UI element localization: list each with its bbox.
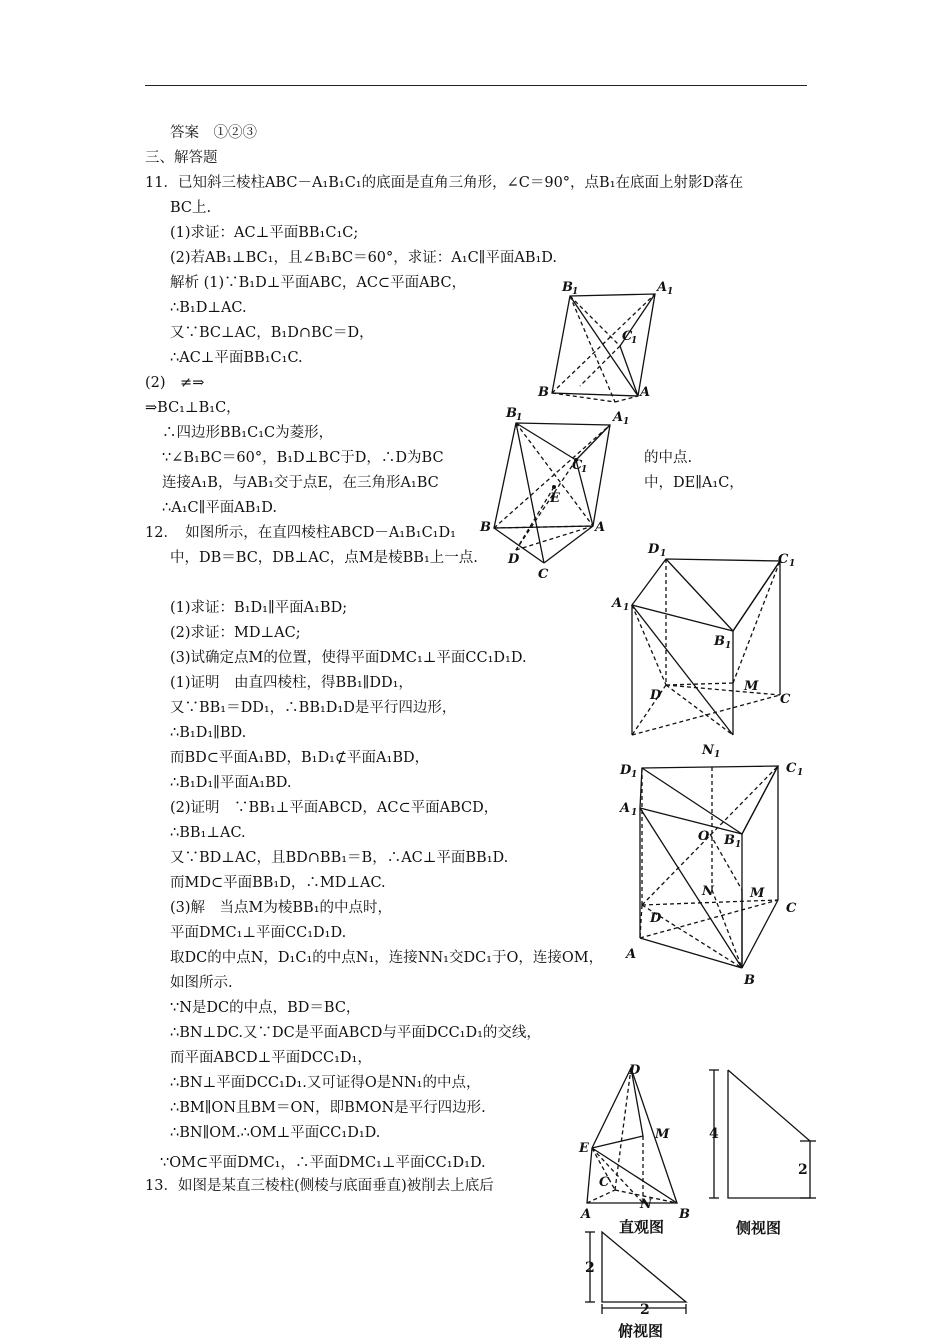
text-line: 又∵BB₁＝DD₁，∴BB₁D₁D是平行四边形， — [170, 700, 457, 716]
label: C — [622, 329, 633, 344]
label: E — [579, 1141, 589, 1156]
text-line: BC上. — [170, 200, 212, 216]
text-line: 而BD⊂平面A₁BD，B₁D₁⊄平面A₁BD， — [170, 750, 430, 766]
problem-12-statement: 12． 如图所示，在直四棱柱ABCD－A₁B₁C₁D₁ — [145, 525, 456, 541]
label: 1 — [623, 417, 630, 427]
text-line: (2)若AB₁⊥BC₁，且∠B₁BC＝60°，求证：A₁C∥平面AB₁D. — [170, 250, 558, 266]
figure-caption: 直观图 — [619, 1218, 665, 1236]
text-line: 的中点. — [644, 450, 693, 466]
label: C — [780, 692, 791, 707]
label: A — [640, 385, 651, 400]
label: E — [550, 491, 560, 506]
text-line: ∴A₁C∥平面AB₁D. — [162, 500, 277, 516]
label: C — [538, 567, 549, 582]
label: A — [612, 596, 623, 611]
label: N — [702, 743, 714, 758]
text-line: 取DC的中点N，D₁C₁的中点N₁，连接NN₁交DC₁于O，连接OM， — [170, 950, 604, 966]
label: D — [650, 911, 662, 926]
label: D — [629, 1063, 641, 1078]
label: A — [657, 280, 668, 295]
label: 1 — [631, 336, 638, 346]
text-line: ∴BN∥OM.∴OM⊥平面CC₁D₁D. — [170, 1125, 381, 1141]
answer-line: 答案 ①②③ — [170, 125, 257, 141]
label: 1 — [631, 808, 638, 818]
label: B — [480, 520, 491, 535]
label: B — [714, 634, 725, 649]
label: N — [702, 884, 714, 899]
figure-perspective-view — [575, 1060, 700, 1240]
text-line: ∴B₁D₁∥平面A₁BD. — [170, 775, 292, 791]
text-line: 如图所示. — [170, 975, 233, 991]
figure-oblique-prism — [530, 278, 680, 408]
text-line: (3)解 当点M为棱BB₁的中点时， — [170, 900, 393, 916]
label: O — [698, 829, 710, 844]
text-line: (3)试确定点M的位置，使得平面DMC₁⊥平面CC₁D₁D. — [170, 650, 527, 666]
text-line: ∴BB₁⊥AC. — [170, 825, 246, 841]
figure-right-prism — [610, 535, 800, 745]
label: D — [620, 763, 632, 778]
label: M — [750, 886, 765, 901]
text-line: ∵N是DC的中点，BD＝BC， — [170, 1000, 361, 1016]
label: 1 — [797, 768, 804, 778]
text-line: 而平面ABCD⊥平面DCC₁D₁， — [170, 1050, 372, 1066]
label: 1 — [631, 770, 638, 780]
label: 1 — [789, 559, 796, 569]
text-line: ⇒BC₁⊥B₁C， — [145, 400, 241, 416]
text-line: (1)求证：B₁D₁∥平面A₁BD; — [170, 600, 348, 616]
text-line: ∵OM⊂平面DMC₁，∴平面DMC₁⊥平面CC₁D₁D. — [160, 1155, 486, 1171]
dimension-label: 4 — [709, 1126, 719, 1142]
label: 1 — [735, 840, 742, 850]
label: B — [724, 833, 735, 848]
label: M — [744, 679, 759, 694]
label: A — [595, 520, 606, 535]
label: B — [506, 406, 517, 421]
label: D — [650, 688, 662, 703]
label: M — [655, 1127, 670, 1142]
label: 1 — [581, 465, 588, 475]
label: B — [744, 973, 755, 988]
figure-caption: 侧视图 — [736, 1219, 782, 1237]
figure-right-prism-2 — [620, 740, 805, 990]
problem-11-statement: 11．已知斜三棱柱ABC－A₁B₁C₁的底面是直角三角形，∠C＝90°，点B₁在底面上射影D落在 — [145, 175, 744, 191]
problem-13-statement: 13．如图是某直三棱柱(侧棱与底面垂直)被削去上底后 — [145, 1178, 494, 1194]
text-line: 中，DE∥A₁C， — [644, 475, 744, 491]
text-line: (2)求证：MD⊥AC; — [170, 625, 301, 641]
label: A — [581, 1207, 592, 1222]
label: 1 — [714, 750, 721, 760]
text-line: ∴AC⊥平面BB₁C₁C. — [170, 350, 303, 366]
text-line: 而MD⊂平面BB₁D，∴MD⊥AC. — [170, 875, 386, 891]
label: C — [786, 901, 797, 916]
text-line: 连接A₁B，与AB₁交于点E，在三角形A₁BC — [162, 475, 439, 491]
label: D — [648, 542, 660, 557]
label: B — [679, 1207, 690, 1222]
text-line: 又∵BC⊥AC，B₁D∩BC＝D， — [170, 325, 374, 341]
text-line: 平面DMC₁⊥平面CC₁D₁D. — [170, 925, 347, 941]
label: 1 — [725, 641, 732, 651]
label: B — [562, 280, 573, 295]
text-line: 中，DB＝BC，DB⊥AC，点M是棱BB₁上一点. — [170, 550, 478, 566]
text-line: ∴B₁D₁∥BD. — [170, 725, 247, 741]
label: C — [778, 552, 789, 567]
text-line: ∴B₁D⊥AC. — [170, 300, 247, 316]
label: 1 — [660, 549, 667, 559]
dimension-label: 2 — [640, 1302, 650, 1318]
figure-caption: 俯视图 — [618, 1322, 664, 1340]
label: D — [508, 552, 520, 567]
text-line: 又∵BD⊥AC，且BD∩BB₁＝B，∴AC⊥平面BB₁D. — [170, 850, 509, 866]
label: A — [626, 947, 637, 962]
section-heading: 三、解答题 — [145, 150, 218, 166]
text-line: ∵∠B₁BC＝60°，B₁D⊥BC于D，∴D为BC — [162, 450, 444, 466]
label: N — [640, 1197, 652, 1212]
figure-top-view — [580, 1228, 700, 1340]
label: 1 — [667, 287, 674, 297]
text-line: ∴BN⊥DC.又∵DC是平面ABCD与平面DCC₁D₁的交线， — [170, 1025, 541, 1041]
vertex-dot — [552, 485, 556, 489]
text-line: (1)证明 由直四棱柱，得BB₁∥DD₁， — [170, 675, 413, 691]
label: 1 — [623, 603, 630, 613]
text-line: ∴BN⊥平面DCC₁D₁.又可证得O是NN₁的中点， — [170, 1075, 481, 1091]
label: B — [538, 385, 549, 400]
label: C — [786, 761, 797, 776]
label: A — [620, 801, 631, 816]
label: C — [572, 458, 583, 473]
header-rule — [145, 85, 807, 86]
text-line: 解析 (1)∵B₁D⊥平面ABC，AC⊂平面ABC， — [170, 275, 467, 291]
text-line: (1)求证：AC⊥平面BB₁C₁C; — [170, 225, 359, 241]
text-line: ∴四边形BB₁C₁C为菱形， — [162, 425, 334, 441]
label: A — [613, 410, 624, 425]
figure-side-view — [700, 1068, 830, 1248]
label: 1 — [516, 413, 523, 423]
dimension-label: 2 — [798, 1162, 808, 1178]
text-line: (2)证明 ∵BB₁⊥平面ABCD，AC⊂平面ABCD， — [170, 800, 499, 816]
text-line: ∴BM∥ON且BM＝ON，即BMON是平行四边形. — [170, 1100, 486, 1116]
label: C — [599, 1175, 610, 1190]
text-line: (2) ≠⇒ — [145, 375, 205, 391]
dimension-label: 2 — [585, 1260, 595, 1276]
label: 1 — [572, 287, 579, 297]
